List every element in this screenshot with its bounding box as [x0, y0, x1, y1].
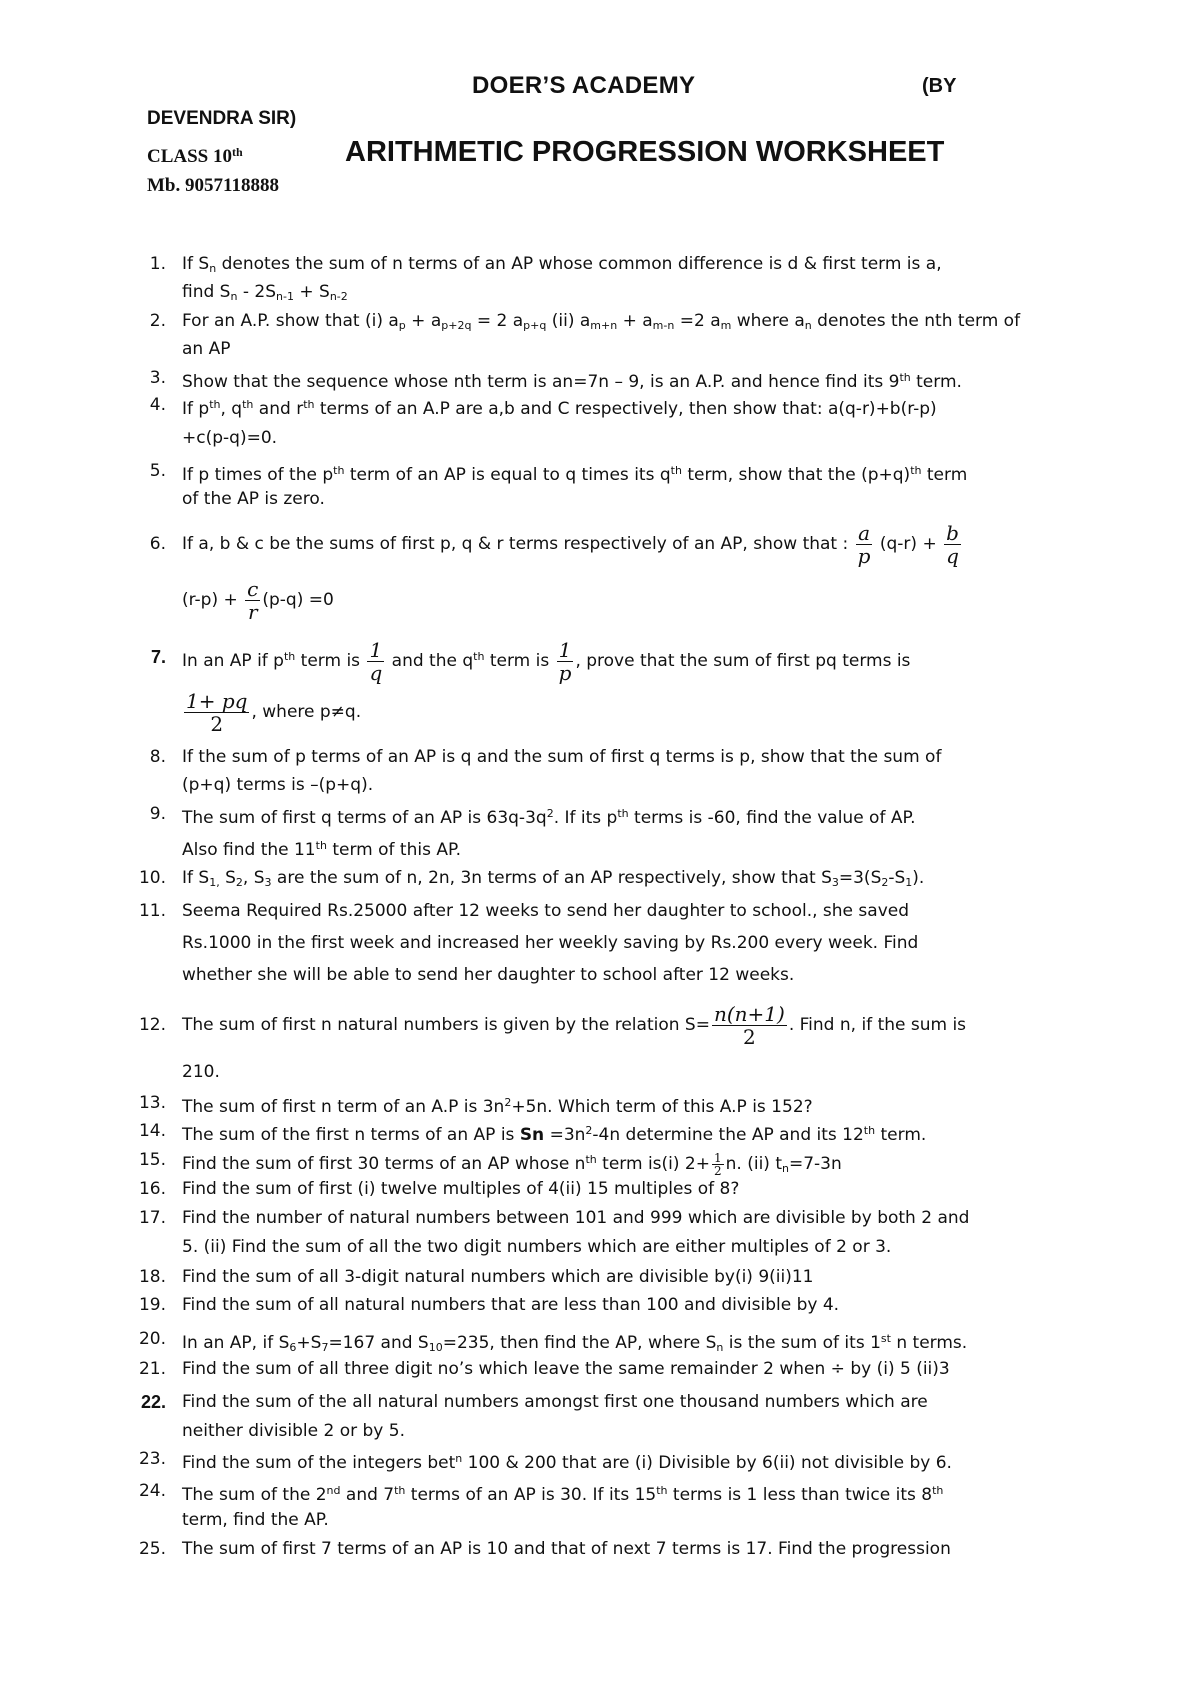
by-label: (BY [922, 75, 957, 97]
worksheet-title: ARITHMETIC PROGRESSION WORKSHEET [345, 136, 945, 168]
class-label: CLASS 10th [147, 145, 243, 167]
author-name: DEVENDRA SIR) [147, 108, 297, 129]
academy-title: DOER’S ACADEMY [472, 72, 696, 99]
mobile-number: Mb. 9057118888 [147, 175, 279, 196]
question-list: 1. If $S_n$ denotes the sum of n terms of an AP whose common difference is d & first term is a, find $S_n - 2S_{n-1} + S_{n-2}$ 2. For an A.P. show that (i) $a_p + a_{p+2q} = 2$ $a_{p+q}$ (ii) $a_{m+n} + a_{m-n} =2$ $a_m$ where $a_n$ denotes the nth term of an AP 3. Show that the sequence whose nth term is an=7n – 9, is an A.P. and hence find its 9th term. 4. If $p^{th}$, $q^{th}$ and $r^{th}$ terms of an A.P are a,b and C respectively, then show that: a(q-r)+b(r-p) +c(p-q)=0. 5. If p times of the $p^{th}$ term of an AP is equal to q times its $q^{th}$ term, show that the $(p+q)^{th}$ term of the AP is zero. 6. If a, b & c be the sums of first p, q & r terms respectively of an AP, show that : $\frac{a}{p}$ (q-r) + $\frac{b}{q}$ (r-p) + $\frac{c}{r}$ (p-q) =0 7. In an AP if $p^{th}$ term is $\frac{1}{q}$ and the $q^{th}$ term is $\frac{1}{p}$ , prove that the sum of first pq terms is $\frac{1+ pq}{2}$ , where p≠q. 8. If the sum of p terms of an AP is q and the sum of first q terms is p, show that the sum of (p+q) terms is –(p+q). 9. The sum of first q terms of an AP is $63q-3q^2$. If its $p^{th}$ terms is -60, find the value of AP. Also find the 11th term of this AP. 10. If $S_{1,}$ $S_2$, $S_3$ are the sum of n, 2n, 3n terms of an AP respectively, show that $S_3=3(S_2-S_1)$. 11. Seema Required Rs.25000 after 12 weeks to send her daughter to school., she saved Rs.1000 in the first week and increased her weekly saving by Rs.200 every week. Find whether she will be able to send her daughter to school after 12 weeks. 12. The sum of first n natural numbers is given by the relation S= $\frac{n(n+1)}{2}$ . Find n, if the sum is 210. 13. The sum of first n term of an A.P is $3n^2+5n$. Which term of this A.P is 152? 14. The sum of the first n terms of an AP is $Sn =3n^2-4n$ determine the AP and its 12th term. 15. Find the sum of first 30 terms of an AP whose $n^{th}$ term is(i) 2+ $\frac{1}{2}$ n. (ii) $t_n=7-3n$ 16. Find the sum of first (i) twelve multiples of 4(ii) 15 multiples of 8? 17. Find the number of natural numbers between 101 and 999 which are divisible by both 2 and 5. (ii) Find the sum of all the two digit numbers which are either multiples of 2 or 3. 18. Find the sum of all 3-digit natural numbers which are divisible by(i) 9(ii)11 19. Find the sum of all natural numbers that are less than 100 and divisible by 4. 20. In an AP, if $S_6+S_7=167$ and $S_{10}=235$, then find the AP, where $S_n$ is the sum of its 1st n terms. 21. Find the sum of all three digit no’s which leave the same remainder 2 when ÷ by (i) 5 (ii)3 22. Find the sum of the all natural numbers amongst first one thousand numbers which are neither divisible 2 or by 5. 23. Find the sum of the integers bet$^n$ 100 & 200 that are (i) Divisible by 6(ii) not divisible by 6. 24. The sum of the 2nd and 7th terms of an AP is 30. If its 15th terms is 1 less than twice its 8th term, find the AP. 25. The sum of first 7 terms of an AP is 10 and that of next 7 terms is 17. Find the progression [138, 254, 1021, 1559]
